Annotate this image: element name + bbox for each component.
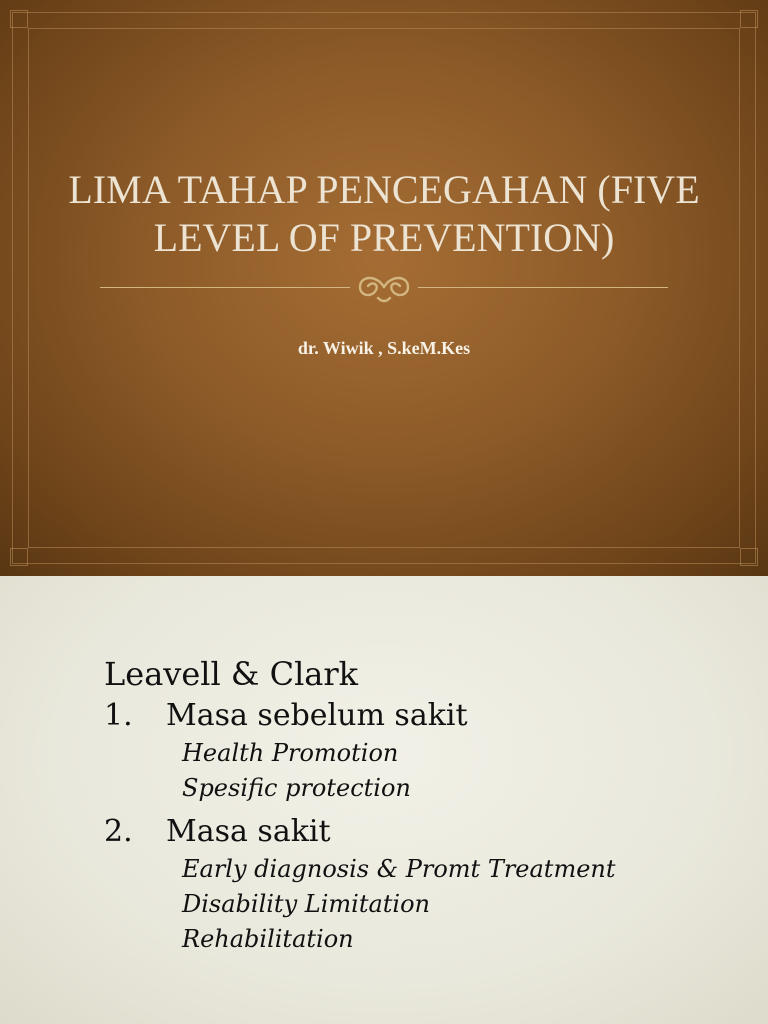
sub-item: Spesific protection xyxy=(182,774,411,802)
list-item-label: Masa sakit xyxy=(166,814,331,849)
list-item-1 xyxy=(104,696,748,736)
list-item-label: Masa sebelum sakit xyxy=(166,698,468,733)
flourish-icon xyxy=(354,270,414,304)
list-item-number: 2. xyxy=(104,814,133,849)
sub-list-1 xyxy=(104,736,748,806)
list-item-2 xyxy=(104,812,748,852)
title-divider xyxy=(100,266,668,306)
sub-item: Disability Limitation xyxy=(182,890,430,918)
frame-corner-top-left xyxy=(10,10,28,28)
frame-corner-top-right xyxy=(740,10,758,28)
list-item-number: 1. xyxy=(104,698,133,733)
frame-corner-bottom-left xyxy=(10,548,28,566)
divider-line-left xyxy=(100,287,350,288)
content-heading: Leavell & Clark xyxy=(104,655,359,693)
content-slide xyxy=(0,576,768,1024)
divider-line-right xyxy=(418,287,668,288)
slide-title xyxy=(30,166,738,262)
slide-title-line-2: LEVEL OF PREVENTION) xyxy=(153,215,615,260)
frame-corner-bottom-right xyxy=(740,548,758,566)
author-name: dr. Wiwik , S.keM.Kes xyxy=(297,338,471,358)
sub-item: Early diagnosis & Promt Treatment xyxy=(182,855,616,883)
sub-item: Rehabilitation xyxy=(182,925,354,953)
slide-title-line-1: LIMA TAHAP PENCEGAHAN (FIVE xyxy=(68,167,700,212)
slide-content xyxy=(104,654,748,963)
sub-item: Health Promotion xyxy=(182,739,399,767)
sub-list-2 xyxy=(104,852,748,957)
